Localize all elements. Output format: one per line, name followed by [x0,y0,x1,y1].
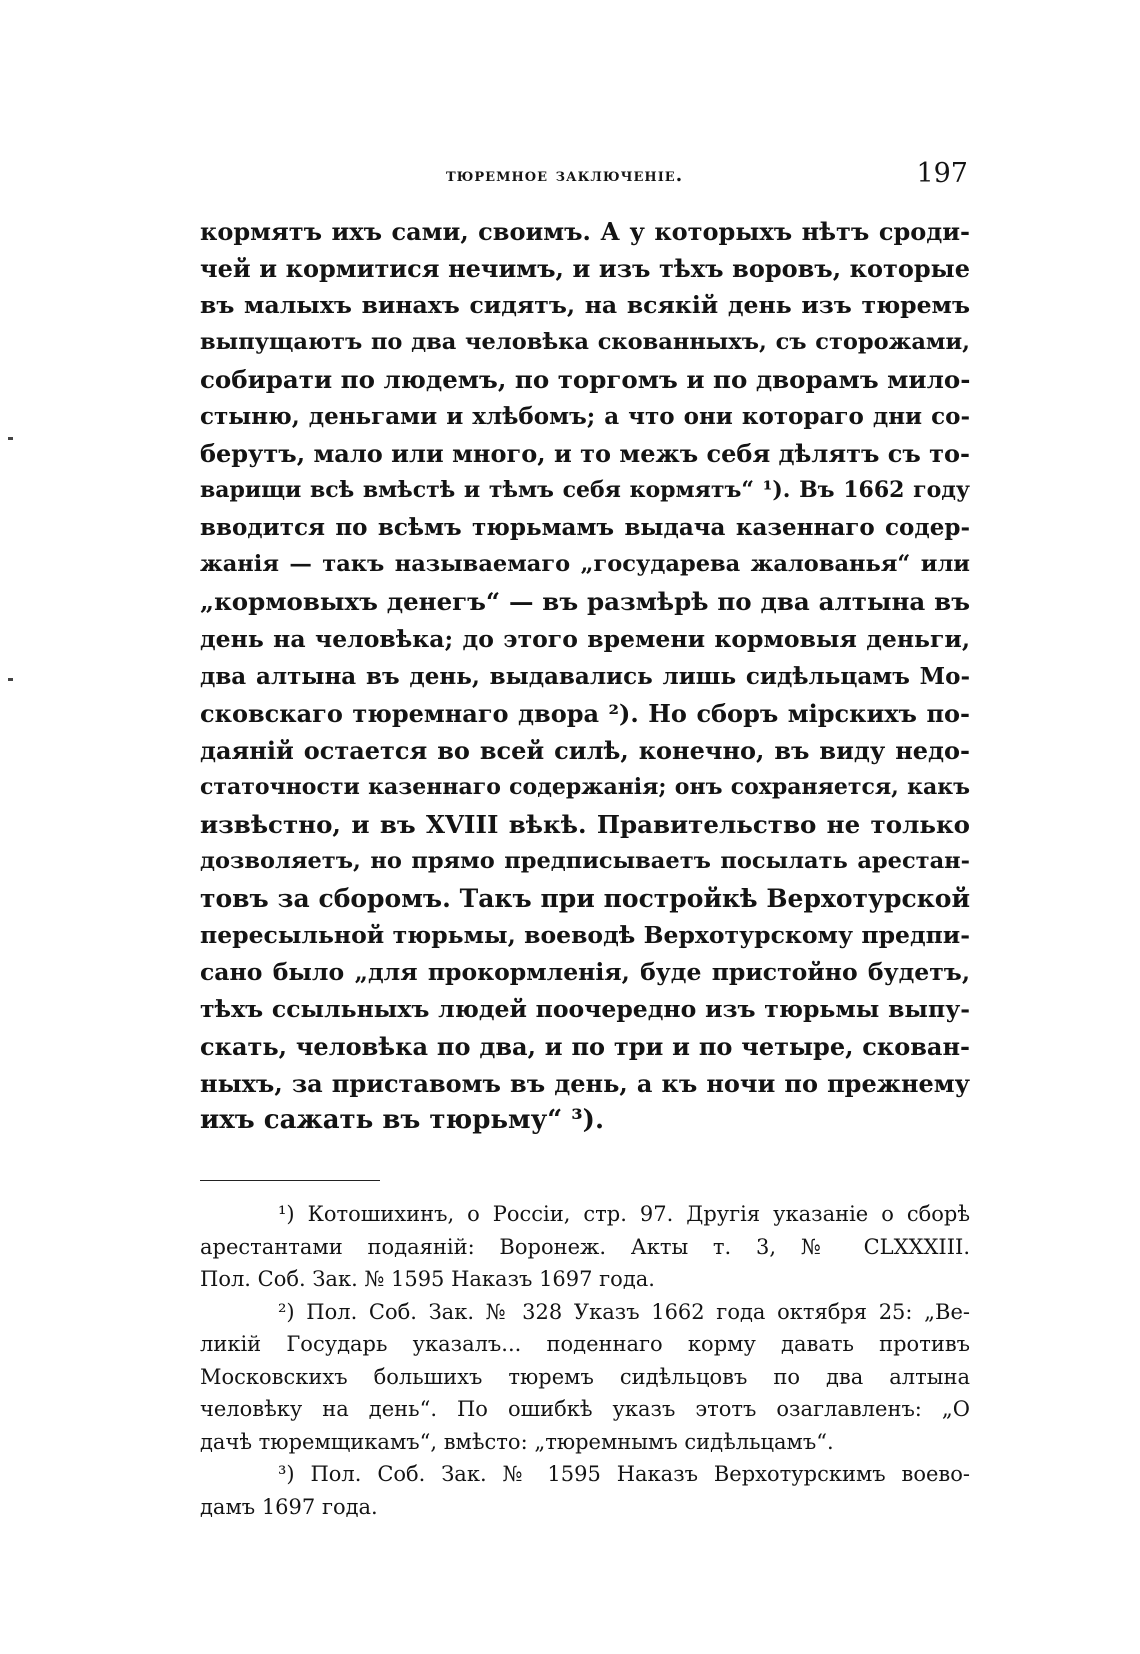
body-line: дозволяетъ, но прямо предписываетъ посылать арестан- [200,847,970,874]
page-number: 197 [916,158,968,189]
footnote-line: дачѣ тюремщикамъ“, вмѣсто: „тюремнымъ сидѣльцамъ“. [200,1429,834,1454]
body-line: тѣхъ ссыльныхъ людей поочередно изъ тюрьмы выпу- [200,994,970,1023]
body-line: скать, человѣка по два, и по три и по четыре, скован- [200,1032,970,1062]
footnotes [200,1198,970,1523]
footnote-line: ликiй Государь указалъ... поденнаго корму давать противъ [200,1332,970,1356]
body-line: вводится по всѣмъ тюрьмамъ выдача казеннаго содер- [200,514,970,542]
body-line: пересыльной тюрьмы, воеводѣ Верхотурскому предпи- [200,920,970,949]
footnote-line: ²) Пол. Соб. Зак. № 328 Указъ 1662 года октября 25: „Ве- [278,1299,970,1324]
body-line: сано было „для прокормленiя, буде пристойно будетъ, [200,957,970,986]
body-line: жанiя — такъ называемаго „государева жалованья“ или [200,551,970,578]
running-title: тюремное заключенiе. [446,164,684,186]
body-line: кормятъ ихъ сами, своимъ. А у которыхъ нѣтъ сроди- [200,217,970,246]
running-head [200,160,970,190]
body-line: день на человѣка; до этого времени кормовыя деньги, [200,624,970,653]
body-line: ихъ сажать въ тюрьму“ ³). [200,1105,605,1136]
body-line: выпущаютъ по два человѣка скованныхъ, съ сторожами, [200,329,970,356]
margin-mark [8,678,13,681]
footnote-line: ¹) Котошихинъ, о Россiи, стр. 97. Другiя указанiе о сборѣ [278,1202,970,1226]
body-line: берутъ, мало или много, и то межъ себя дѣлятъ съ то- [200,439,970,469]
footnote-line: Московскихъ большихъ тюремъ сидѣльцовъ по два алтына [200,1364,970,1389]
body-line: извѣстно, и въ XVIII вѣкѣ. Правительство не только [200,809,970,839]
margin-mark [8,437,13,440]
footnote-3 [200,1458,970,1523]
body-line: чей и кормитися нечимъ, и изъ тѣхъ воровъ, которые [200,254,970,284]
footnote-line: человѣку на день“. По ошибкѣ указъ этотъ озаглавленъ: „О [200,1397,970,1421]
footnote-line: дамъ 1697 года. [200,1494,378,1519]
footnote-line: арестантами подаянiй: Воронеж. Акты т. 3, № CLXXXIII. [200,1234,970,1259]
footnote-2 [200,1296,970,1459]
body-line: статочности казеннаго содержанiя; онъ сохраняется, какъ [200,773,970,800]
body-line: сковскаго тюремнаго двора ²). Но сборъ мiрскихъ по- [200,698,970,728]
footnote-divider [200,1180,380,1181]
footnote-line: Пол. Соб. Зак. № 1595 Наказъ 1697 года. [200,1267,655,1291]
body-line: „кормовыхъ денегъ“ — въ размѣрѣ по два алтына въ [200,587,970,617]
body-line: собирати по людемъ, по торгомъ и по дворамъ мило- [200,365,970,395]
body-line: даянiй остается во всей силѣ, конечно, въ виду недо- [200,735,970,765]
body-text [200,213,970,1139]
body-line: два алтына въ день, выдавались лишь сидѣльцамъ Мо- [200,662,970,690]
body-line: варищи всѣ вмѣстѣ и тѣмъ себя кормятъ“ ¹). Въ 1662 году [200,477,970,504]
body-line: стыню, деньгами и хлѣбомъ; а что они котораго дни со- [200,403,970,431]
footnote-1 [200,1198,970,1296]
footnote-line: ³) Пол. Соб. Зак. № 1595 Наказъ Верхотурскимъ воево- [278,1462,970,1486]
body-line: въ малыхъ винахъ сидятъ, на всякiй день изъ тюремъ [200,291,970,320]
body-line: ныхъ, за приставомъ въ день, а къ ночи по прежнему [200,1069,970,1099]
body-line: товъ за сборомъ. Такъ при постройкѣ Верхотурской [200,883,970,913]
